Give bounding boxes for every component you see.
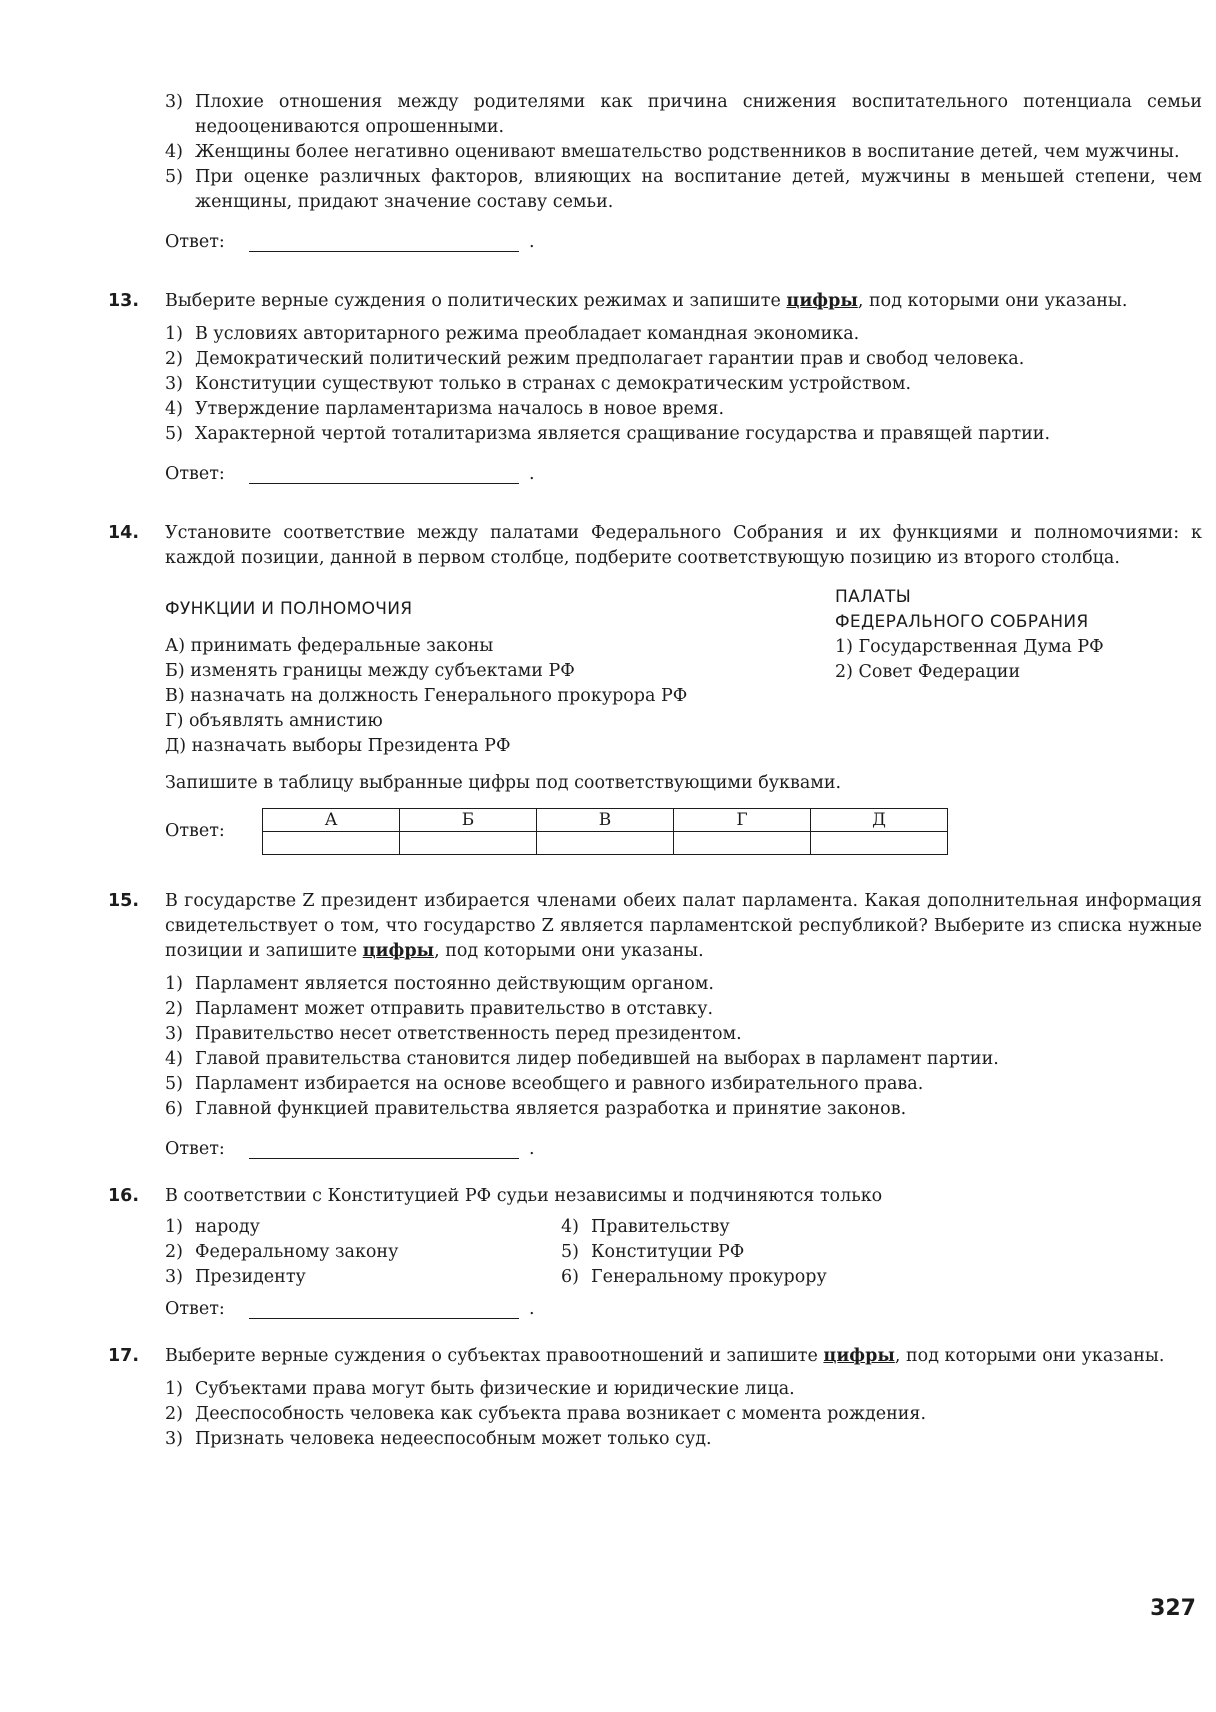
option: 2) Дееспособность человека как субъекта права возникает с момента рождения. <box>165 1404 927 1424</box>
chamber-item: 2) Совет Федерации <box>835 662 1021 682</box>
page-number: 327 <box>1150 1596 1196 1621</box>
table-header-cell: Б <box>400 809 537 832</box>
answer-cell[interactable] <box>537 832 674 855</box>
table-instruction: Запишите в таблицу выбранные цифры под соответствующими буквами. <box>165 773 842 793</box>
answer-cell[interactable] <box>400 832 537 855</box>
function-item: А) принимать федеральные законы <box>165 636 494 656</box>
question-number: 13. <box>108 291 140 311</box>
option: 4) Утверждение парламентаризма началось в новое время. <box>165 399 725 419</box>
emphasis-digits: цифры <box>786 291 858 311</box>
option: 4) Главой правительства становится лидер победившей на выборах в парламент партии. <box>165 1049 999 1069</box>
option <box>165 90 1202 140</box>
question-16 <box>108 1184 1202 1322</box>
option-text: Женщины более негативно оценивают вмешательство родственников в воспитание детей, чем мужчины. <box>195 142 1180 162</box>
option: 1) Субъектами права могут быть физические и юридические лица. <box>165 1379 795 1399</box>
chambers-header-line2: ФЕДЕРАЛЬНОГО СОБРАНИЯ <box>835 612 1089 632</box>
chambers-header-line1: ПАЛАТЫ <box>835 587 912 607</box>
answer-cell[interactable] <box>674 832 811 855</box>
options-list <box>165 1377 1202 1452</box>
question-17 <box>108 1344 1202 1452</box>
option: 3) Конституции существуют только в странах с демократическим устройством. <box>165 374 912 394</box>
option-number: 4) <box>165 142 183 162</box>
question-number: 14. <box>108 523 140 543</box>
table-header-cell: А <box>263 809 400 832</box>
functions-column <box>165 585 835 759</box>
emphasis-digits: цифры <box>362 941 435 961</box>
option: 4) Правительству <box>561 1217 730 1237</box>
options-list <box>165 972 1202 1122</box>
answer-dot: . <box>529 1298 535 1319</box>
table-header-cell: Г <box>674 809 811 832</box>
option-text: При оценке различных факторов, влияющих на воспитание детей, мужчины в меньшей степени, чем женщины, придают значение составу семьи. <box>195 167 1202 212</box>
answer-cell[interactable] <box>811 832 948 855</box>
question-number: 15. <box>108 891 140 911</box>
function-item: В) назначать на должность Генерального прокурора РФ <box>165 686 688 706</box>
option: 2) Демократический политический режим предполагает гарантии прав и свобод человека. <box>165 349 1025 369</box>
answer-row <box>165 1136 1202 1162</box>
answer-label: Ответ: <box>165 1298 225 1319</box>
table-header-cell: Д <box>811 809 948 832</box>
option: 6) Генеральному прокурору <box>561 1267 827 1287</box>
answer-dot: . <box>529 463 535 484</box>
option: 3) Президенту <box>165 1267 306 1287</box>
answer-field[interactable] <box>249 1300 519 1319</box>
option: 1) В условиях авторитарного режима преобладает командная экономика. <box>165 324 860 344</box>
option: 3) Правительство несет ответственность перед президентом. <box>165 1024 742 1044</box>
chambers-column <box>835 585 1202 759</box>
emphasis-digits: цифры <box>823 1346 895 1366</box>
option-number: 5) <box>165 167 183 187</box>
function-item: Д) назначать выборы Президента РФ <box>165 736 511 756</box>
answer-label: Ответ: <box>165 821 225 841</box>
answer-dot: . <box>529 1138 535 1159</box>
question-text: Выберите верные суждения о субъектах правоотношений и запишите цифры, под которыми они указаны. <box>165 1346 1165 1366</box>
question-text: В государстве Z президент избирается членами обеих палат парламента. Какая дополнительная информация свидетельствует о том, что государство Z является парламентской республикой? Выберите из списка нужные позиции и запишите цифры, под которыми они указаны. <box>165 891 1202 961</box>
answer-row <box>165 1296 1202 1322</box>
table-header-cell: В <box>537 809 674 832</box>
option: 6) Главной функцией правительства является разработка и принятие законов. <box>165 1099 907 1119</box>
answer-label: Ответ: <box>165 463 225 484</box>
answer-field[interactable] <box>249 1140 519 1159</box>
answer-field[interactable] <box>249 233 519 252</box>
question-15 <box>108 889 1202 1162</box>
options-list <box>165 322 1202 447</box>
answer-label: Ответ: <box>165 1138 225 1159</box>
matching-columns <box>165 585 1202 759</box>
answer-label: Ответ: <box>165 231 225 252</box>
answer-table-row <box>165 808 1202 855</box>
chamber-item: 1) Государственная Дума РФ <box>835 637 1104 657</box>
answer-cell[interactable] <box>263 832 400 855</box>
question-12-tail <box>108 90 1202 255</box>
option: 5) Конституции РФ <box>561 1242 745 1262</box>
question-13 <box>108 289 1202 487</box>
answer-table <box>262 808 948 855</box>
answer-row <box>165 461 1202 487</box>
option: 1) Парламент является постоянно действующим органом. <box>165 974 714 994</box>
question-text: В соответствии с Конституцией РФ судьи независимы и подчиняются только <box>165 1186 883 1206</box>
function-item: Г) объявлять амнистию <box>165 711 383 731</box>
option: 2) Федеральному закону <box>165 1242 399 1262</box>
options-grid <box>165 1215 1202 1290</box>
question-number: 17. <box>108 1346 140 1366</box>
question-14 <box>108 521 1202 855</box>
option: 5) Парламент избирается на основе всеобщего и равного избирательного права. <box>165 1074 924 1094</box>
option: 2) Парламент может отправить правительство в отставку. <box>165 999 714 1019</box>
function-item: Б) изменять границы между субъектами РФ <box>165 661 575 681</box>
option <box>165 165 1202 215</box>
answer-field[interactable] <box>249 465 519 484</box>
option-number: 3) <box>165 92 183 112</box>
option-text: Плохие отношения между родителями как причина снижения воспитательного потенциала семьи недооцениваются опрошенными. <box>195 92 1202 137</box>
question-text: Установите соответствие между палатами Федерального Собрания и их функциями и полномочиями: к каждой позиции, данной в первом столбце, подберите соответствующую позицию из второго столбца. <box>165 523 1202 568</box>
option: 3) Признать человека недееспособным может только суд. <box>165 1429 712 1449</box>
answer-row <box>165 229 1202 255</box>
question-text: Выберите верные суждения о политических режимах и запишите цифры, под которыми они указаны. <box>165 291 1128 311</box>
answer-dot: . <box>529 231 535 252</box>
option <box>165 140 1202 165</box>
option: 5) Характерной чертой тоталитаризма является сращивание государства и правящей партии. <box>165 424 1051 444</box>
page-content <box>108 90 1202 1452</box>
functions-header: ФУНКЦИИ И ПОЛНОМОЧИЯ <box>165 599 413 619</box>
question-number: 16. <box>108 1186 140 1206</box>
option: 1) народу <box>165 1217 260 1237</box>
